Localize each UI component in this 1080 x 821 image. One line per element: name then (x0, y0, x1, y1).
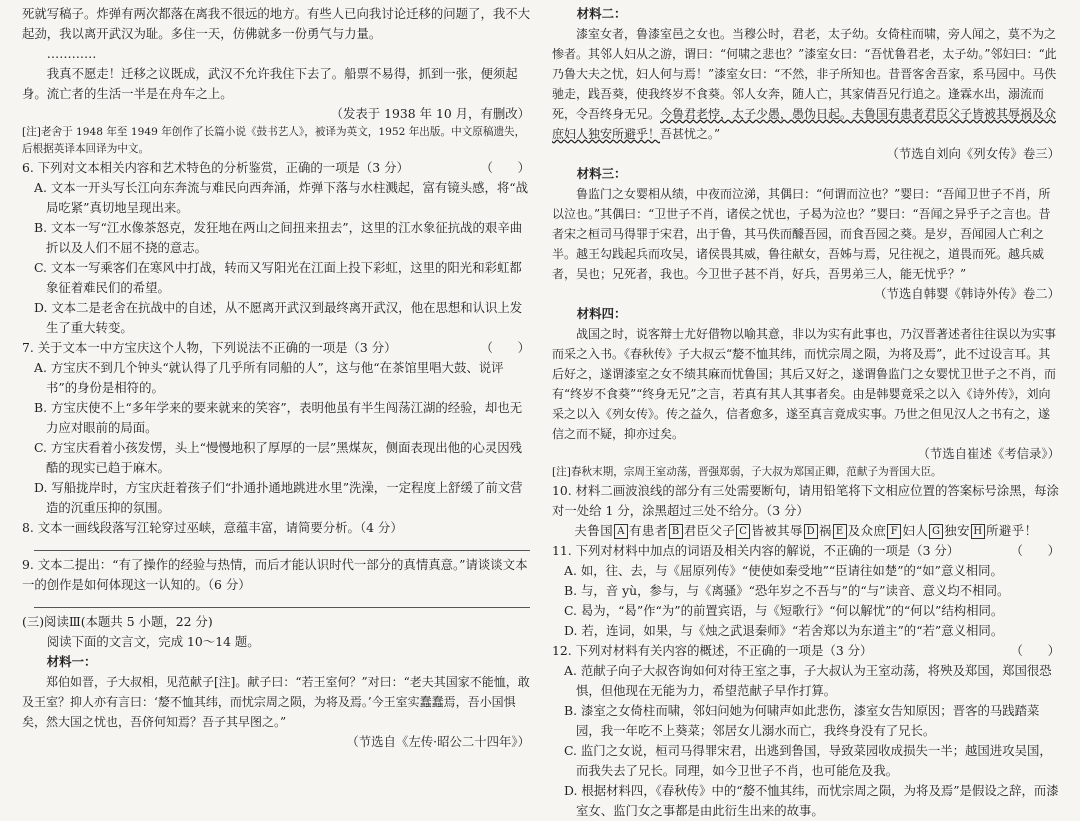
option-b: B. 与，音 yù，参与，与《离骚》“恐年岁之不吾与”的“与”读音、意义均不相同。 (564, 583, 1010, 598)
material-4-text: 战国之时，说客辩士尤好借物以喻其意，非以为实有此事也，乃汉晋著述者往往误以为实事而采之入书。《春秋传》子大叔云“嫠不恤其纬，而忧宗周之陨，为将及焉”，此不过设言耳。其后好之，遂谓漆室之女不绩其麻而忧鲁国；其后又好之，遂谓鲁监门之女婴忧卫世子之不肖，而有“终岁不食葵”“终身无兄”之言，若真有其人其事者矣。由是韩婴竟采之以入《诗外传》，刘向采之以入《列女传》。传之益久，信者愈多，遂至真言竟成实事。乃世之但见汉人之书有之，遂信之而不疑，抑亦过矣。 (552, 327, 1057, 441)
option-c: C. 文本一写乘客们在寒风中打战，转而又写阳光在江面上投下彩虹，这里的阳光和彩虹都象征着难民们的希望。 (34, 260, 522, 295)
footnote: [注]春秋末期，宗周王室动荡，晋强郑弱，子大叔为郑国正卿，范献子为晋国大臣。 (552, 466, 942, 478)
option-b: B. 文本一写“江水像茶怒克，发狂地在两山之间扭来扭去”，这里的江水象征抗战的艰辛曲折以及人们不屈不挠的意志。 (34, 220, 523, 255)
material-3-text: 鲁监门之女婴相从绩，中夜而泣涕，其偶曰：“何谓而泣也？”婴曰：“吾闻卫世子不肖，所以泣也。”其偶曰：“卫世子不肖，诸侯之忧也，子曷为泣也？”婴曰：“吾闻之异乎子之言也。昔者宋之桓司马得罪于宋君，出于鲁，其马佚而醵吾园，而食吾园之葵。是岁，吾闻园人亡利之半。越王勾践起兵而攻吴，诸侯畏其威，鲁往献女，吾姊与焉，兄往视之，道畏而死。越兵威者，吴也；兄死者，我也。今卫世子甚不肖，好兵，吾男弟三人，能无忧乎？” (552, 187, 1051, 281)
answer-paren: （ ） (1010, 543, 1060, 558)
option-d: D. 若，连词，如果，与《烛之武退秦师》“若舍郑以为东道主”的“若”意义相同。 (564, 623, 1004, 638)
material-2-source: （节选自刘向《列女传》卷三） (886, 146, 1060, 161)
question-9: 9. 文本二提出：“有了操作的经验与热情，而后才能认识时代一部分的真情真意。”请谈谈文本一的创作是如何体现这一认知的。（6 分） (22, 557, 528, 592)
material-1-title: 材料一： (46, 654, 97, 669)
answer-paren: （ ） (480, 340, 530, 355)
source-note: （发表于 1938 年 10 月，有删改） (330, 106, 530, 121)
question-stem: 12. 下列对材料有关内容的概述，不正确的一项是（3 分） (552, 643, 873, 658)
answer-box-f[interactable]: F (887, 524, 901, 539)
option-d: D. 根据材料四，《春秋传》中的“嫠不恤其纬，而忧宗周之陨，为将及焉”是假设之辞，而漆室女、监门女之事都是由此衍生出来的故事。 (564, 783, 1059, 818)
option-c: C. 监门之女说，桓司马得罪宋君，出逃到鲁国，导致菜园收成损失一半；越国进攻吴国，而我失去了兄长。同理，如今卫世子不肖，也可能危及我。 (564, 743, 1052, 778)
question-stem: 7. 关于文本一中方宝庆这个人物，下列说法不正确的一项是（3 分） (22, 340, 397, 355)
punctuation-sentence: 夫鲁国 A 有患者 B 君臣父子 C 皆被其辱 D 祸 E 及众庶 F 妇人 G 独安 H 所避乎！ (574, 523, 1038, 538)
option-b: B. 方宝庆使不上“多年学来的要来就来的笑容”，表明他虽有半生闯荡江湖的经验，却也无力应对眼前的局面。 (34, 400, 523, 435)
question-10: 10. 材料二画波浪线的部分有三处需要断句，请用铅笔将下文相应位置的答案标号涂黑，每涂对一处给 1 分，涂黑超过三处不给分。（3 分） (552, 483, 1059, 518)
material-3-title: 材料三： (576, 166, 627, 181)
answer-box-g[interactable]: G (929, 524, 943, 539)
section-header: (三)阅读Ⅲ(本题共 5 小题，22 分) (22, 614, 213, 629)
wavy-underline-sentence: 今鲁君老悖，太子少愚，愚伪日起。夫鲁国有患者君臣父子皆被其辱祸及众庶妇人独安所避乎！ (552, 107, 1057, 141)
answer-paren: （ ） (1010, 643, 1060, 658)
answer-paren: （ ） (480, 160, 530, 175)
option-d: D. 写船拢岸时，方宝庆赶着孩子们“扑通扑通地跳进水里”洗澡，一定程度上舒缓了前文营造的沉重压抑的氛围。 (34, 480, 523, 515)
material-3-source: （节选自韩婴《韩诗外传》卷二） (874, 286, 1060, 301)
footnote: [注]老舍于 1948 年至 1949 年创作了长篇小说《鼓书艺人》，被译为英文，1952 年出版。中文原稿遗失，后根据英译本回译为中文。 (22, 126, 526, 155)
question-11 (552, 541, 1060, 641)
answer-box-e[interactable]: E (833, 524, 847, 539)
option-c: C. 方宝庆看着小孩发愣，头上“慢慢地积了厚厚的一层”黑煤灰，侧面表现出他的心灵因残酷的现实已趋于麻木。 (34, 440, 523, 475)
ellipsis-line: ………… (46, 46, 97, 61)
question-12 (552, 641, 1060, 821)
option-c: C. 曷为，“曷”作“为”的前置宾语，与《短歌行》“何以解忧”的“何以”结构相同。 (564, 603, 1004, 618)
section-intro: 阅读下面的文言文，完成 10～14 题。 (46, 634, 260, 649)
option-a: A. 范献子向子大叔咨询如何对待王室之事，子大叔认为王室动荡，将殃及郑国，郑国很恐惧，但他现在无能为力，希望范献子早作打算。 (564, 663, 1052, 698)
material-1-source: （节选自《左传·昭公二十四年》） (346, 734, 530, 749)
left-column (22, 4, 530, 752)
option-a: A. 方宝庆不到几个钟头“就认得了几乎所有同船的人”，这与他“在茶馆里唱大鼓、说评书”的身份是相符的。 (34, 360, 504, 395)
question-stem: 11. 下列对材料中加点的词语及相关内容的解说，不正确的一项是（3 分） (552, 543, 960, 558)
option-a: A. 如，往、去，与《屈原列传》“使使如秦受地”“臣请往如楚”的“如”意义相同。 (564, 563, 1003, 578)
paragraph: 我真不愿走！迁移之议既成，武汉不允许我住下去了。船票不易得，抓到一张，便须起身。流亡者的生活一半是在舟车之上。 (22, 66, 518, 101)
material-1-text: 郑伯如晋，子大叔相，见范献子[注]。献子曰：“若王室何？”对曰：“老夫其国家不能恤，敢及王室？抑人亦有言曰：‘嫠不恤其纬，而忧宗周之陨，为将及焉。’今王室实蠢蠢焉，吾小国惧矣，然大国之忧也，吾侪何知焉？吾子其早图之。” (22, 675, 530, 729)
paragraph: 死就写稿子。炸弹有两次都落在离我不很远的地方。有些人已向我讨论迁移的问题了，我不大起劲，我以离开武汉为耻。多住一天，仿佛就多一份勇气与力量。 (22, 6, 531, 41)
material-2-text: 漆室女者，鲁漆室邑之女也。当穆公时，君老，太子幼。女倚柱而啸，旁人闻之，莫不为之惨者。其邻人妇从之游，谓曰：“何啸之悲也？”漆室女曰：“吾忧鲁君老，太子幼。”邻妇曰：“此乃鲁大夫之忧，妇人何与焉！”漆室女曰：“不然，非子所知也。昔晋客舍吾家，系马园中。马佚驰走，践吾葵，使我终岁不食葵。邻人女奔，随人亡，其家倩吾兄行追之。逢霖水出，溺流而死，令吾终身无兄。今鲁君老悖，太子少愚，愚伪日起。夫鲁国有患者君臣父子皆被其辱祸及众庶妇人独安所避乎！吾甚忧之。” (552, 27, 1057, 141)
option-b: B. 漆室之女倚柱而啸，邻妇问她为何啸声如此悲伤，漆室女告知原因；晋客的马践踏菜园，我一年吃不上葵菜；邻居女儿溺水而亡，我终身没有了兄长。 (564, 703, 1040, 738)
right-column (552, 4, 1060, 821)
option-a: A. 文本一开头写长江向东奔流与难民向西奔涌，炸弹下落与水柱溅起，富有镜头感，将“战局吃紧”真切地呈现出来。 (34, 180, 529, 215)
answer-box-b[interactable]: B (669, 524, 683, 539)
answer-box-h[interactable]: H (971, 524, 985, 539)
material-4-source: （节选自崔述《考信录》） (917, 446, 1060, 461)
option-d: D. 文本二是老舍在抗战中的自述，从不愿离开武汉到最终离开武汉，他在思想和认识上发生了重大转变。 (34, 300, 523, 335)
answer-box-d[interactable]: D (804, 524, 818, 539)
question-6 (22, 158, 530, 338)
question-7 (22, 338, 530, 518)
answer-line[interactable] (34, 538, 530, 551)
answer-box-a[interactable]: A (614, 524, 628, 539)
material-2-title: 材料二： (576, 6, 627, 21)
question-8: 8. 文本一画线段落写江轮穿过巫峡，意蕴丰富，请简要分析。（4 分） (22, 520, 403, 535)
answer-box-c[interactable]: C (736, 524, 750, 539)
material-4-title: 材料四： (576, 306, 627, 321)
answer-line[interactable] (34, 595, 530, 608)
question-stem: 6. 下列对文本相关内容和艺术特色的分析鉴赏，正确的一项是（3 分） (22, 160, 409, 175)
